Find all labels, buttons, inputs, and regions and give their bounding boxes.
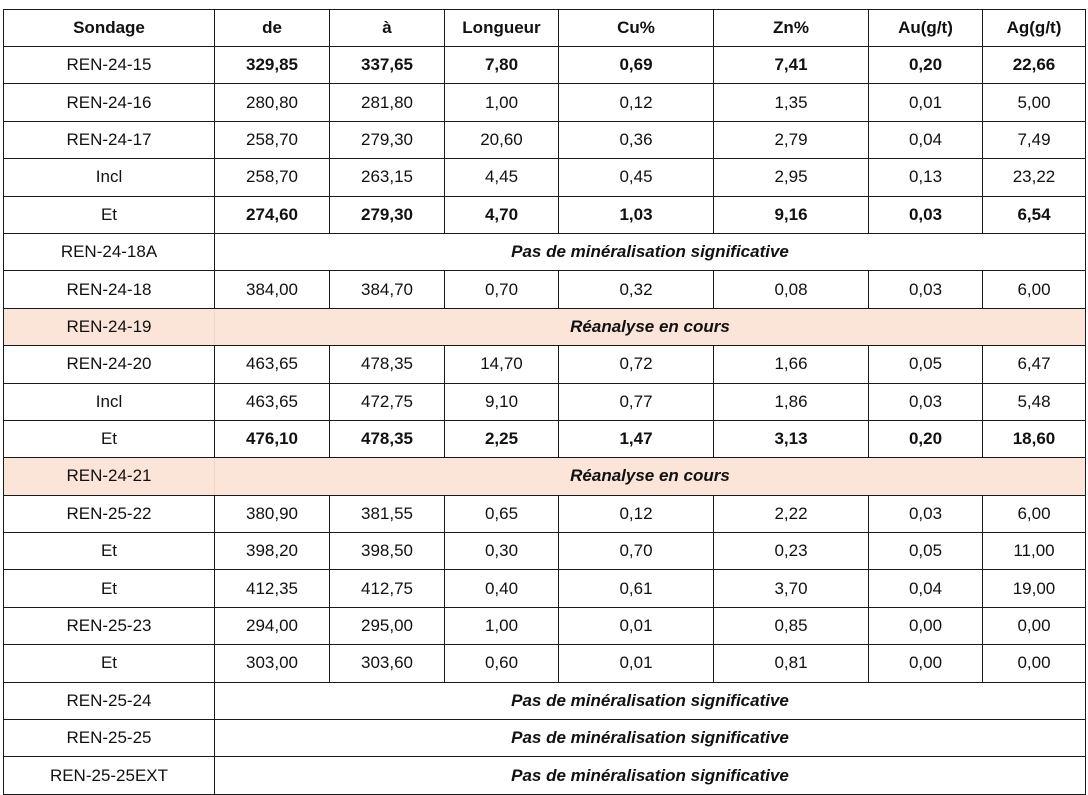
- cell-sondage: Incl: [4, 383, 215, 420]
- cell-a: 295,00: [330, 607, 445, 644]
- cell-de: 412,35: [215, 570, 330, 607]
- cell-sondage: REN-25-24: [4, 682, 215, 719]
- cell-sondage: Et: [4, 420, 215, 457]
- cell-zn: 0,85: [714, 607, 869, 644]
- cell-note: Pas de minéralisation significative: [215, 757, 1086, 794]
- cell-sondage: Et: [4, 196, 215, 233]
- cell-longueur: 2,25: [445, 420, 559, 457]
- cell-de: 280,80: [215, 84, 330, 121]
- cell-sondage: Et: [4, 570, 215, 607]
- cell-ag: 6,00: [983, 495, 1086, 532]
- cell-cu: 0,01: [559, 607, 714, 644]
- cell-a: 472,75: [330, 383, 445, 420]
- cell-de: 303,00: [215, 645, 330, 682]
- cell-au: 0,03: [869, 495, 983, 532]
- cell-au: 0,20: [869, 420, 983, 457]
- cell-cu: 0,01: [559, 645, 714, 682]
- cell-sondage: REN-24-20: [4, 346, 215, 383]
- cell-zn: 0,23: [714, 533, 869, 570]
- cell-de: 380,90: [215, 495, 330, 532]
- cell-longueur: 14,70: [445, 346, 559, 383]
- cell-zn: 7,41: [714, 47, 869, 84]
- cell-longueur: 1,00: [445, 84, 559, 121]
- table-header: [4, 10, 1086, 47]
- cell-cu: 0,12: [559, 84, 714, 121]
- cell-de: 274,60: [215, 196, 330, 233]
- table-row: [4, 607, 1086, 644]
- cell-ag: 18,60: [983, 420, 1086, 457]
- header-cell-au: Au(g/t): [869, 10, 983, 47]
- cell-a: 279,30: [330, 196, 445, 233]
- cell-ag: 0,00: [983, 607, 1086, 644]
- header-cell-sondage: Sondage: [4, 10, 215, 47]
- table-row-note: [4, 720, 1086, 757]
- table-row-note: [4, 233, 1086, 270]
- cell-cu: 1,03: [559, 196, 714, 233]
- cell-sondage: REN-25-25EXT: [4, 757, 215, 794]
- table-row: [4, 495, 1086, 532]
- cell-ag: 5,00: [983, 84, 1086, 121]
- cell-au: 0,13: [869, 159, 983, 196]
- table-row: [4, 533, 1086, 570]
- cell-a: 478,35: [330, 346, 445, 383]
- cell-ag: 6,00: [983, 271, 1086, 308]
- cell-sondage: REN-24-21: [4, 458, 215, 495]
- cell-de: 258,70: [215, 121, 330, 158]
- cell-sondage: Incl: [4, 159, 215, 196]
- cell-a: 398,50: [330, 533, 445, 570]
- cell-au: 0,03: [869, 271, 983, 308]
- cell-au: 0,05: [869, 346, 983, 383]
- cell-de: 258,70: [215, 159, 330, 196]
- cell-zn: 1,35: [714, 84, 869, 121]
- cell-cu: 0,36: [559, 121, 714, 158]
- cell-au: 0,20: [869, 47, 983, 84]
- cell-ag: 0,00: [983, 645, 1086, 682]
- cell-ag: 11,00: [983, 533, 1086, 570]
- cell-ag: 19,00: [983, 570, 1086, 607]
- cell-zn: 3,13: [714, 420, 869, 457]
- table-row: [4, 383, 1086, 420]
- cell-ag: 22,66: [983, 47, 1086, 84]
- cell-de: 384,00: [215, 271, 330, 308]
- cell-sondage: REN-25-22: [4, 495, 215, 532]
- header-cell-zn: Zn%: [714, 10, 869, 47]
- cell-sondage: REN-25-25: [4, 720, 215, 757]
- cell-sondage: REN-24-19: [4, 308, 215, 345]
- cell-note: Pas de minéralisation significative: [215, 720, 1086, 757]
- cell-de: 476,10: [215, 420, 330, 457]
- cell-longueur: 4,70: [445, 196, 559, 233]
- table-row-note: [4, 458, 1086, 495]
- assay-results-table: [3, 9, 1086, 795]
- cell-a: 337,65: [330, 47, 445, 84]
- cell-zn: 1,86: [714, 383, 869, 420]
- cell-zn: 2,22: [714, 495, 869, 532]
- cell-note: Réanalyse en cours: [215, 308, 1086, 345]
- header-cell-cu: Cu%: [559, 10, 714, 47]
- cell-ag: 5,48: [983, 383, 1086, 420]
- cell-cu: 0,77: [559, 383, 714, 420]
- cell-au: 0,04: [869, 121, 983, 158]
- table-row: [4, 47, 1086, 84]
- cell-a: 279,30: [330, 121, 445, 158]
- cell-longueur: 0,40: [445, 570, 559, 607]
- cell-au: 0,00: [869, 645, 983, 682]
- table-row: [4, 570, 1086, 607]
- table-row-note: [4, 757, 1086, 794]
- cell-ag: 7,49: [983, 121, 1086, 158]
- cell-longueur: 0,60: [445, 645, 559, 682]
- cell-sondage: REN-24-15: [4, 47, 215, 84]
- cell-cu: 0,61: [559, 570, 714, 607]
- cell-a: 303,60: [330, 645, 445, 682]
- cell-longueur: 7,80: [445, 47, 559, 84]
- table-row: [4, 159, 1086, 196]
- cell-note: Réanalyse en cours: [215, 458, 1086, 495]
- cell-au: 0,03: [869, 383, 983, 420]
- cell-de: 463,65: [215, 383, 330, 420]
- cell-de: 329,85: [215, 47, 330, 84]
- cell-zn: 2,79: [714, 121, 869, 158]
- table-row-note: [4, 308, 1086, 345]
- cell-zn: 3,70: [714, 570, 869, 607]
- cell-cu: 0,12: [559, 495, 714, 532]
- cell-note: Pas de minéralisation significative: [215, 682, 1086, 719]
- cell-cu: 0,32: [559, 271, 714, 308]
- cell-zn: 0,81: [714, 645, 869, 682]
- cell-ag: 6,54: [983, 196, 1086, 233]
- cell-au: 0,01: [869, 84, 983, 121]
- table-row: [4, 84, 1086, 121]
- cell-sondage: Et: [4, 645, 215, 682]
- cell-ag: 23,22: [983, 159, 1086, 196]
- cell-sondage: REN-24-18: [4, 271, 215, 308]
- cell-longueur: 0,70: [445, 271, 559, 308]
- cell-longueur: 20,60: [445, 121, 559, 158]
- table-row: [4, 645, 1086, 682]
- cell-zn: 2,95: [714, 159, 869, 196]
- cell-cu: 0,45: [559, 159, 714, 196]
- table-row: [4, 121, 1086, 158]
- cell-cu: 0,69: [559, 47, 714, 84]
- cell-de: 463,65: [215, 346, 330, 383]
- cell-a: 384,70: [330, 271, 445, 308]
- table-row: [4, 346, 1086, 383]
- table-body: [4, 47, 1086, 795]
- cell-sondage: REN-24-16: [4, 84, 215, 121]
- cell-zn: 9,16: [714, 196, 869, 233]
- cell-au: 0,00: [869, 607, 983, 644]
- cell-zn: 0,08: [714, 271, 869, 308]
- cell-sondage: REN-24-18A: [4, 233, 215, 270]
- cell-a: 412,75: [330, 570, 445, 607]
- table-row-note: [4, 682, 1086, 719]
- cell-longueur: 9,10: [445, 383, 559, 420]
- table-row: [4, 271, 1086, 308]
- cell-au: 0,03: [869, 196, 983, 233]
- cell-a: 478,35: [330, 420, 445, 457]
- header-cell-longueur: Longueur: [445, 10, 559, 47]
- cell-sondage: REN-24-17: [4, 121, 215, 158]
- cell-ag: 6,47: [983, 346, 1086, 383]
- cell-a: 381,55: [330, 495, 445, 532]
- cell-longueur: 0,30: [445, 533, 559, 570]
- table-row: [4, 196, 1086, 233]
- cell-zn: 1,66: [714, 346, 869, 383]
- cell-cu: 0,72: [559, 346, 714, 383]
- cell-a: 281,80: [330, 84, 445, 121]
- cell-cu: 1,47: [559, 420, 714, 457]
- header-cell-ag: Ag(g/t): [983, 10, 1086, 47]
- cell-au: 0,04: [869, 570, 983, 607]
- cell-a: 263,15: [330, 159, 445, 196]
- cell-de: 398,20: [215, 533, 330, 570]
- cell-cu: 0,70: [559, 533, 714, 570]
- cell-longueur: 1,00: [445, 607, 559, 644]
- header-row: [4, 10, 1086, 47]
- cell-au: 0,05: [869, 533, 983, 570]
- cell-longueur: 0,65: [445, 495, 559, 532]
- cell-note: Pas de minéralisation significative: [215, 233, 1086, 270]
- cell-sondage: Et: [4, 533, 215, 570]
- cell-longueur: 4,45: [445, 159, 559, 196]
- cell-sondage: REN-25-23: [4, 607, 215, 644]
- cell-de: 294,00: [215, 607, 330, 644]
- header-cell-de: de: [215, 10, 330, 47]
- table-row: [4, 420, 1086, 457]
- header-cell-a: à: [330, 10, 445, 47]
